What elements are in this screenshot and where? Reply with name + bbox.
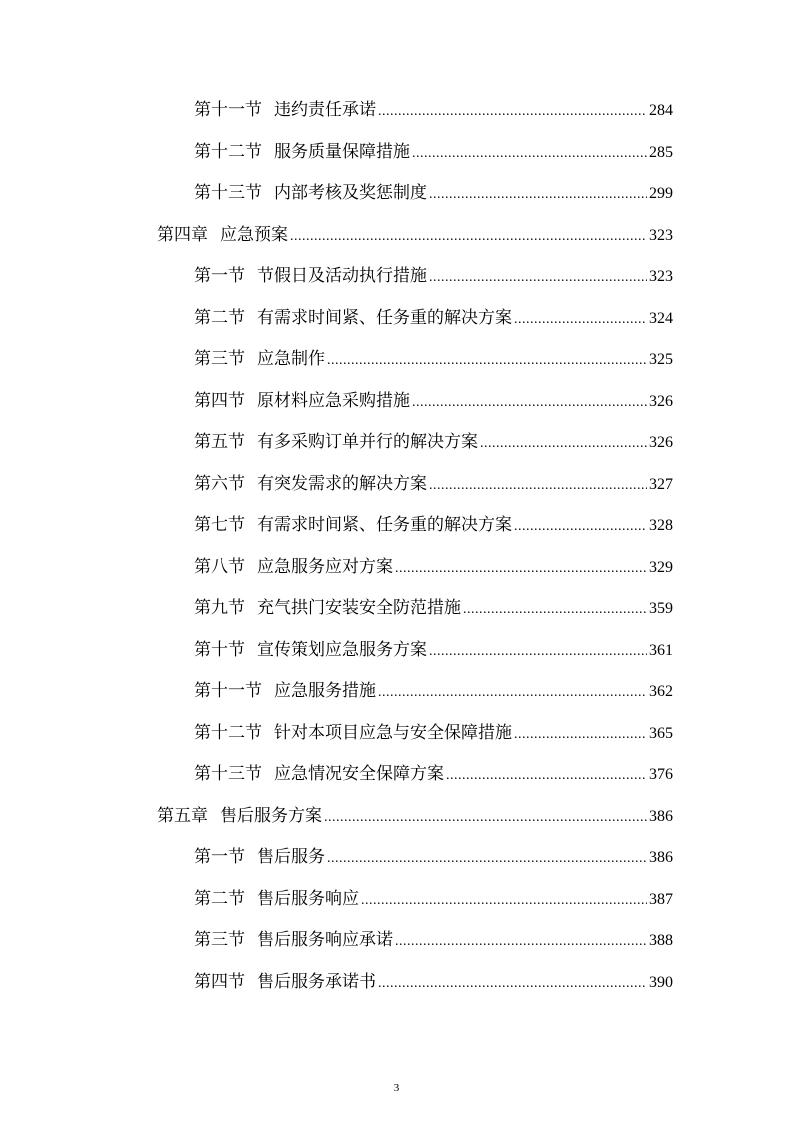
toc-entry-title: 内部考核及奖惩制度 xyxy=(274,183,427,203)
toc-entry xyxy=(194,471,673,497)
toc-entry xyxy=(194,761,673,787)
toc-entry-page: 386 xyxy=(649,849,673,866)
toc-entry-title: 售后服务响应 xyxy=(257,889,359,909)
dot-leader xyxy=(429,182,647,208)
toc-entry-title: 充气拱门安装安全防范措施 xyxy=(257,598,461,618)
toc-entry xyxy=(194,139,673,165)
toc-entry-page: 387 xyxy=(649,891,673,908)
toc-entry-page: 390 xyxy=(649,974,673,991)
toc-entry-label: 第一节 xyxy=(194,266,245,286)
toc-entry xyxy=(194,595,673,621)
toc-entry-title: 售后服务 xyxy=(257,847,325,867)
toc-entry xyxy=(194,97,673,123)
dot-leader xyxy=(327,348,647,374)
toc-entry-page: 362 xyxy=(649,683,673,700)
toc-entry-label: 第十二节 xyxy=(194,142,262,162)
toc-entry-label: 第三节 xyxy=(194,930,245,950)
toc-entry-label: 第十三节 xyxy=(194,764,262,784)
dot-leader xyxy=(480,431,647,457)
toc-entry xyxy=(194,678,673,704)
toc-entry-page: 323 xyxy=(649,268,673,285)
toc-entry-page: 284 xyxy=(649,102,673,119)
dot-leader xyxy=(514,307,647,333)
toc-entry-title: 有需求时间紧、任务重的解决方案 xyxy=(257,308,512,328)
toc-entry-title: 违约责任承诺 xyxy=(274,100,376,120)
toc-entry-title: 应急预案 xyxy=(220,225,288,245)
toc-entry xyxy=(194,263,673,289)
toc-entry-label: 第五节 xyxy=(194,432,245,452)
toc-entry-label: 第十一节 xyxy=(194,100,262,120)
toc-entry-page: 323 xyxy=(649,227,673,244)
dot-leader xyxy=(412,141,647,167)
toc-entry xyxy=(194,388,673,414)
toc-entry-page: 359 xyxy=(649,600,673,617)
toc-entry-page: 376 xyxy=(649,766,673,783)
toc-chapter-entry xyxy=(157,803,673,829)
toc-entry-page: 361 xyxy=(649,642,673,659)
toc-entry xyxy=(194,886,673,912)
toc-entry-page: 328 xyxy=(649,517,673,534)
toc-entry-title: 售后服务方案 xyxy=(220,806,322,826)
toc-entry-title: 售后服务响应承诺 xyxy=(257,930,393,950)
toc-entry-label: 第五章 xyxy=(157,806,208,826)
toc-entry-label: 第四章 xyxy=(157,225,208,245)
toc-entry-page: 326 xyxy=(649,393,673,410)
toc-entry-title: 有突发需求的解决方案 xyxy=(257,474,427,494)
toc-entry-label: 第十二节 xyxy=(194,723,262,743)
toc-entry xyxy=(194,927,673,953)
toc-entry-label: 第四节 xyxy=(194,972,245,992)
toc-entry-label: 第十一节 xyxy=(194,681,262,701)
toc-entry-title: 服务质量保障措施 xyxy=(274,142,410,162)
toc-entry-label: 第三节 xyxy=(194,349,245,369)
dot-leader xyxy=(361,888,647,914)
toc-entry xyxy=(194,346,673,372)
toc-entry-page: 325 xyxy=(649,351,673,368)
toc-entry xyxy=(194,512,673,538)
toc-entry-label: 第一节 xyxy=(194,847,245,867)
toc-entry xyxy=(194,305,673,331)
toc-entry-page: 388 xyxy=(649,932,673,949)
toc-entry xyxy=(194,429,673,455)
toc-entry xyxy=(194,969,673,995)
toc-entry-page: 285 xyxy=(649,144,673,161)
dot-leader xyxy=(446,763,647,789)
toc-chapter-entry xyxy=(157,222,673,248)
toc-entry-label: 第十节 xyxy=(194,640,245,660)
dot-leader xyxy=(514,514,647,540)
toc-entry-page: 329 xyxy=(649,559,673,576)
toc-entry xyxy=(194,554,673,580)
toc-entry xyxy=(194,720,673,746)
toc-entry-label: 第二节 xyxy=(194,889,245,909)
toc-entry-title: 针对本项目应急与安全保障措施 xyxy=(274,723,512,743)
toc-entry-label: 第十三节 xyxy=(194,183,262,203)
dot-leader xyxy=(463,597,647,623)
toc-entry xyxy=(194,637,673,663)
toc-entry-title: 有多采购订单并行的解决方案 xyxy=(257,432,478,452)
toc-entry-page: 365 xyxy=(649,725,673,742)
dot-leader xyxy=(378,680,647,706)
toc-entry-title: 应急服务应对方案 xyxy=(257,557,393,577)
toc-entry-title: 原材料应急采购措施 xyxy=(257,391,410,411)
toc-entry-page: 386 xyxy=(649,808,673,825)
toc-entry-title: 售后服务承诺书 xyxy=(257,972,376,992)
dot-leader xyxy=(429,639,647,665)
toc-entry-label: 第八节 xyxy=(194,557,245,577)
toc-entry-label: 第六节 xyxy=(194,474,245,494)
toc-entry-label: 第七节 xyxy=(194,515,245,535)
dot-leader xyxy=(514,722,647,748)
toc-entry-page: 299 xyxy=(649,185,673,202)
dot-leader xyxy=(327,846,647,872)
toc-entry-title: 应急服务措施 xyxy=(274,681,376,701)
dot-leader xyxy=(412,390,647,416)
dot-leader xyxy=(378,99,647,125)
toc-entry-page: 326 xyxy=(649,434,673,451)
toc-entry-title: 应急情况安全保障方案 xyxy=(274,764,444,784)
toc-entry-title: 应急制作 xyxy=(257,349,325,369)
toc-entry-title: 宣传策划应急服务方案 xyxy=(257,640,427,660)
toc-entry-label: 第二节 xyxy=(194,308,245,328)
toc-entry xyxy=(194,844,673,870)
dot-leader xyxy=(395,556,647,582)
toc-entry-title: 节假日及活动执行措施 xyxy=(257,266,427,286)
dot-leader xyxy=(378,971,647,997)
toc-entry-title: 有需求时间紧、任务重的解决方案 xyxy=(257,515,512,535)
dot-leader xyxy=(324,805,647,831)
dot-leader xyxy=(429,473,647,499)
toc-entry-label: 第四节 xyxy=(194,391,245,411)
page-number: 3 xyxy=(393,1082,400,1094)
toc-entry-label: 第九节 xyxy=(194,598,245,618)
dot-leader xyxy=(290,224,647,250)
toc-entry xyxy=(194,180,673,206)
toc-entry-page: 324 xyxy=(649,310,673,327)
dot-leader xyxy=(395,929,647,955)
dot-leader xyxy=(429,265,647,291)
toc-entry-page: 327 xyxy=(649,476,673,493)
